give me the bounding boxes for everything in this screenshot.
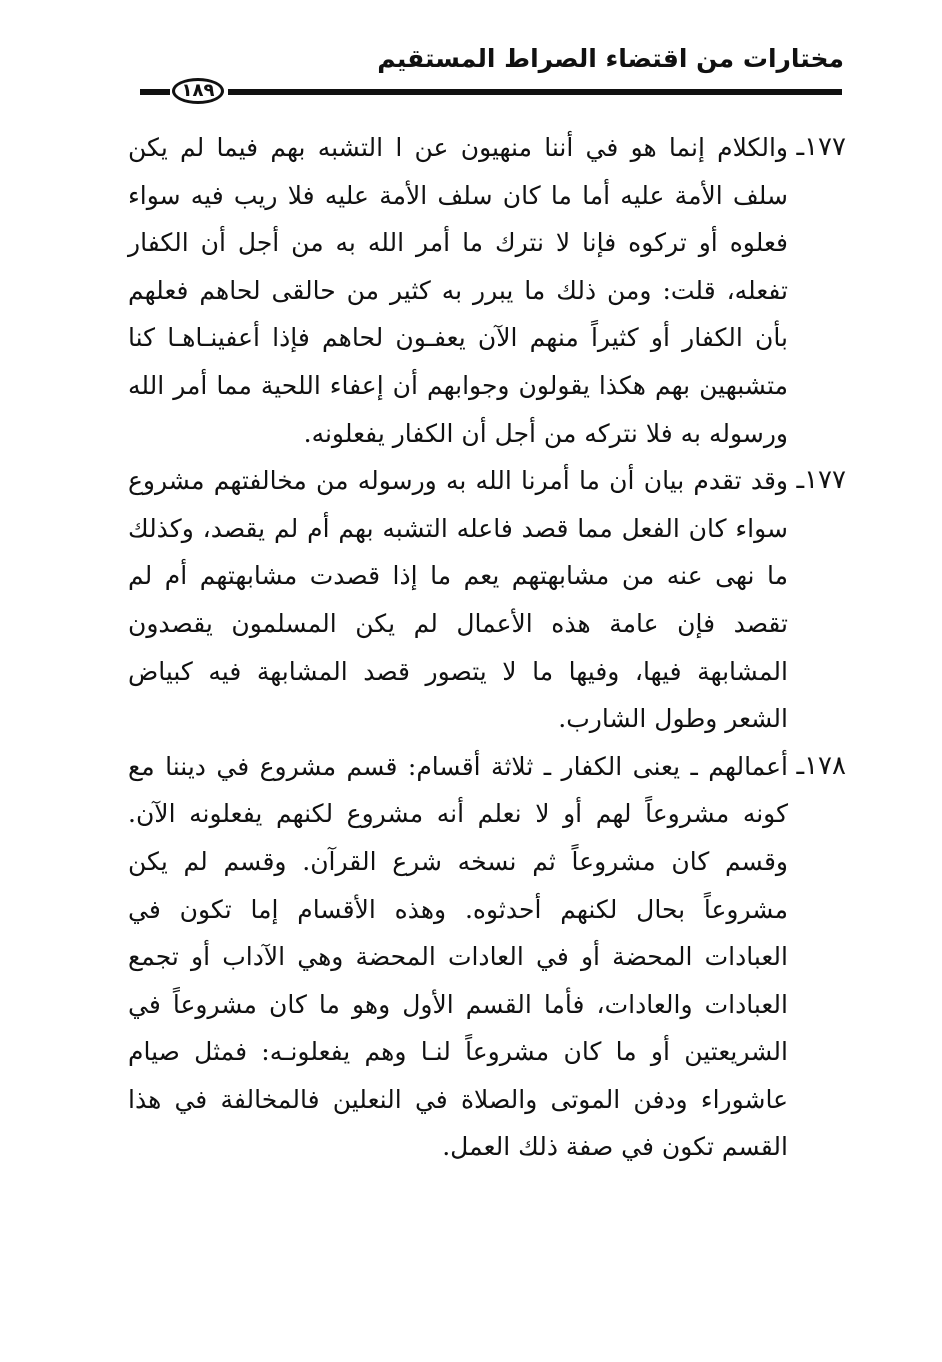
entry-number: ١٧٧ـ [796,465,846,496]
entry-178 [128,743,846,1171]
header-rule-right-segment [228,89,842,95]
entry-text: وقد تقدم بيان أن ما أمرنا الله به ورسوله من مخالفتهم مشروع سواء كان الفعل مما قصد فاعله التشبه بهم أم لم يقصد، وكذلك ما نهى عنه من مشابهتهم يعم ما إذا قصدت مشابهتهم أم لم تقصد فإن عامة هذه الأعمال لم يكن المسلمون يقصدون المشابهة فيها، وفيها ما لا يتصور قصد المشابهة فيه كبياض الشعر وطول الشارب. [128,466,788,734]
entry-177-second [128,457,846,743]
entry-text: والكلام إنما هو في أننا منهيون عن ا التشبه بهم فيما لم يكن سلف الأمة عليه أما ما كان سلف الأمة عليه فلا ريب فيه سواء فعلوه أو تركوه فإنا لا نترك ما أمر الله به من أجل أن الكفار تفعله، قلت: ومن ذلك ما يبرر به كثير من حالقى لحاهم فعلهم بأن الكفار أو كثيراً منهم الآن يعفـون لحاهم فإذا أعفينـاهـا كنا متشبهين بهم هكذا يقولون وجوابهم أن إعفاء اللحية مما أمر الله ورسوله به فلا نتركه من أجل أن الكفار يفعلونه. [128,133,788,448]
entry-number: ١٧٨ـ [796,750,846,781]
page-body [128,124,846,1171]
page-number: ١٨٩ [172,78,224,104]
entry-text: أعمالهم ـ يعنى الكفار ـ ثلاثة أقسام: قسم مشروع في ديننا مع كونه مشروعاً لهم أو لا نعلم أنه مشروع لكنهم يفعلونه الآن. وقسم كان مشروعاً ثم نسخه شرع القرآن. وقسم لم يكن مشروعاً بحال لكنهم أحدثوه. وهذه الأقسام إما تكون في العبادات المحضة أو في العادات المحضة وهي الآداب أو تجمع العبادات والعادات، فأما القسم الأول وهو ما كان مشروعاً في الشريعتين أو ما كان مشروعاً لنـا وهم يفعلونـه: فمثل صيام عاشوراء ودفن الموتى والصلاة في النعلين فالمخالفة في هذا القسم تكون في صفة ذلك العمل. [128,751,788,1162]
entry-number: ١٧٧ـ [796,132,846,162]
header-rule-left-segment [140,89,170,95]
entry-177-first [128,124,846,457]
running-title: مختارات من اقتضاء الصراط المستقيم [377,44,844,73]
header-rule [140,78,842,108]
